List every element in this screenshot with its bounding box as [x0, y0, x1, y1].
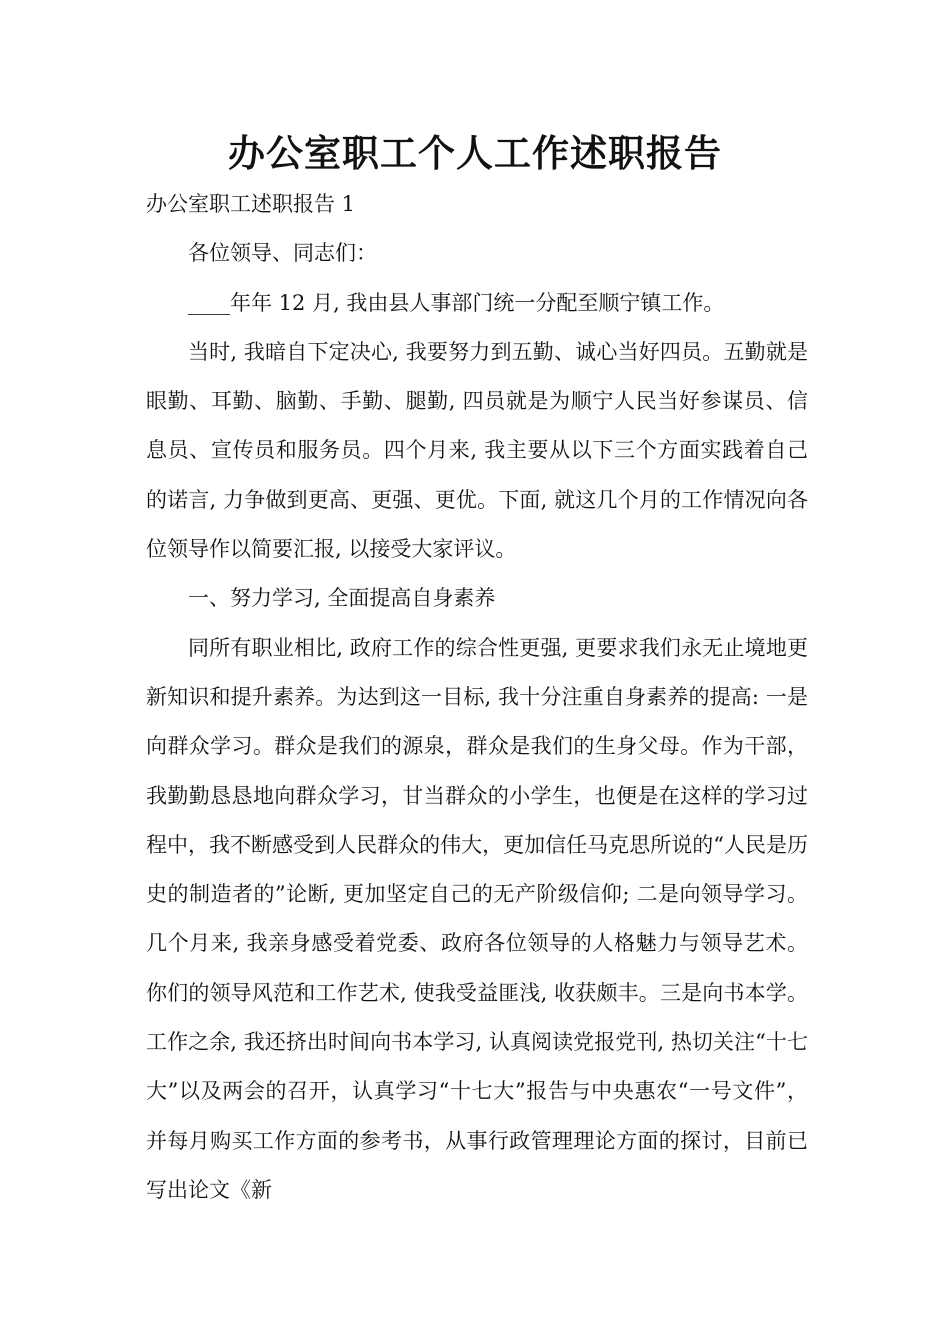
intro-paragraph: ____年年 12 月, 我由县人事部门统一分配至顺宁镇工作。	[188, 290, 725, 315]
commitment-paragraph: 当时, 我暗自下定决心, 我要努力到五勤、诚心当好四员。五勤就是眼勤、耳勤、脑勤、手勤、腿勤, 四员就是为顺宁人民当好参谋员、信息员、宣传员和服务员。四个月来, 我主要从以下三个方面实践着自己的诺言, 力争做到更高、更强、更优。下面, 就这几个月的工作情况向各位领导作以简要汇报, 以接受大家评议。	[146, 339, 808, 562]
salutation-paragraph: 各位领导、同志们：	[188, 241, 377, 266]
study-paragraph: 同所有职业相比, 政府工作的综合性更强, 更要求我们永无止境地更新知识和提升素养。为达到这一目标, 我十分注重自身素养的提高: 一是向群众学习。群众是我们的源泉，群众是我们的生身父母。作为干部，我勤勤恳恳地向群众学习，甘当群众的小学生，也便是在这样的学习过程中，我不断感受到人民群众的伟大，更加信任马克思所说的“人民是历史的制造者的”论断, 更加坚定自己的无产阶级信仰; 二是向领导学习。几个月来, 我亲身感受着党委、政府各位领导的人格魅力与领导艺术。你们的领导风范和工作艺术, 使我受益匪浅, 收获颇丰。三是向书本学。工作之余, 我还挤出时间向书本学习, 认真阅读党报党刊, 热切关注“十七大”以及两会的召开，认真学习“十七大”报告与中央惠农“一号文件”，并每月购买工作方面的参考书，从事行政管理理论方面的探讨，目前已写出论文《新	[146, 635, 808, 1202]
document-title: 办公室职工个人工作述职报告	[228, 131, 722, 175]
section-heading: 一、努力学习, 全面提高自身素养	[188, 586, 496, 611]
document-subtitle: 办公室职工述职报告 1	[146, 192, 356, 216]
document-body	[146, 180, 808, 1215]
